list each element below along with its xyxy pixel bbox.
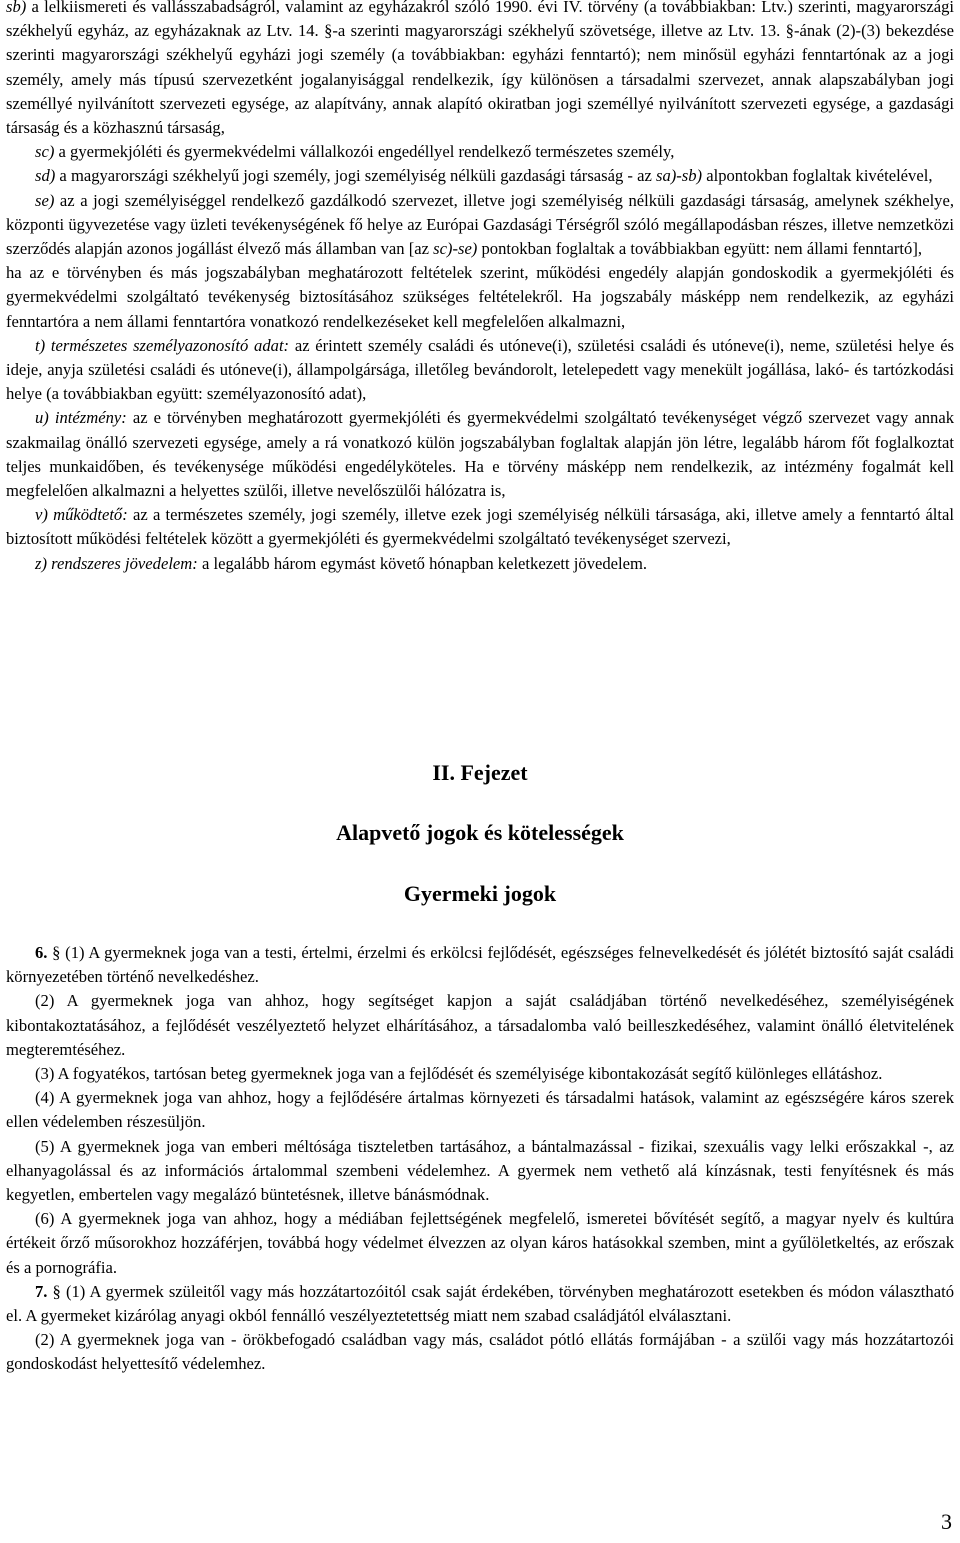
definition-u [6,406,954,503]
section-7-number: 7. [35,1281,48,1301]
definition-continuation: ha az e törvényben és más jogszabályban meghatározott feltételek szerint, működési engedély alapján gondoskodik a gyermekjóléti és gyermekvédelmi szolgáltató tevékenység biztosításához szükséges feltételekről. Ha jogszabály másképp nem rendelkezik, az egyházi fenntartóra a nem állami fenntartóra vonatkozó rendelkezéseket kell megfelelően alkalmazni, [6,263,954,331]
rights-block [6,941,954,1377]
definition-v-text: az a természetes személy, jogi személy, illetve ezek jogi személyiség nélküli társasága, aki, illetve amely a fenntartó által biztosított működési feltételek között a gyermekjóléti és gyermekvédelmi szolgáltató tevékenységet szervezi, [6,505,955,549]
definition-sc-text: a gyermekjóléti és gyermekvédelmi vállalkozói engedéllyel rendelkező természetes személy, [54,142,675,162]
definition-sd-text-end: alpontokban foglaltak kivételével, [702,166,933,186]
definition-se [6,189,954,262]
definition-v [6,503,954,551]
section-6-paragraph-1 [6,941,954,989]
section-7-paragraph-1 [6,1280,954,1328]
section-6-paragraph-2: (2) A gyermeknek joga van ahhoz, hogy segítséget kapjon a saját családjában történő nevelkedéséhez, személyiségének kibontakoztatásához, a fejlődését veszélyeztető helyzet elhárításához, a társadalomba való beilleszkedéséhez, valamint önálló életvitelének megteremtéséhez. [6,991,954,1059]
definition-sc-label: sc) [35,142,55,162]
definition-sc [6,140,954,164]
definition-u-text: az e törvényben meghatározott gyermekjóléti és gyermekvédelmi szolgáltató tevékenységet végző szervezet vagy annak szakmailag önálló szervezeti egysége, amely a rá vonatkozó külön jogszabályban foglaltak alapján jön létre, legalább három főt foglalkoztat teljes munkaidőben, és tevékenysége működési engedélyköteles. Ha e törvény másképp nem rendelkezik, az intézmény fogalmát kell megfelelően alkalmazni a helyettes szülői, illetve nevelőszülői hálózatra is, [6,408,954,501]
section-6-paragraph-5: (5) A gyermeknek joga van emberi méltósága tiszteletben tartásához, a bántalmazással - fizikai, szexuális vagy lelki erőszakkal -, az elhanyagolással és az információs ártalommal szembeni védelemhez. A gyermek nem vethető alá kínzásnak, testi fenyítésnek és más kegyetlen, embertelen vagy megalázó büntetésnek, illetve bánásmódnak. [6,1136,954,1205]
section-6-paragraph-4: (4) A gyermeknek joga van ahhoz, hogy a fejlődésére ártalmas környezeti és társadalmi hatások, valamint az egészségére káros szerek ellen védelemben részesüljön. [6,1088,954,1132]
section-6-number: 6. [35,943,48,962]
definition-t-label: t) természetes személyazonosító adat: [35,335,290,355]
definition-sb-label: sb) [6,0,27,16]
chapter-heading: II. Fejezet [432,760,528,785]
definition-sb [6,0,954,140]
definition-sd-label: sd) [35,166,56,186]
definition-se-text: az a jogi személyiséggel rendelkező gazdálkodó szervezet, illetve jogi személyiség nélküli gazdasági társaság, amelynek székhelye, központi ügyvezetése vagy üzleti tevékenységének fő helye az Európai Gazdasági Térségről szóló megállapodásban részes, illetve nemzetközi szerződés alapján azonos jogállást élvező más államban van [az [6,190,954,259]
section-7-paragraph-2: (2) A gyermeknek joga van - örökbefogadó családban vagy más, családot pótló ellátás formájában - a szülői vagy más hozzátartozói gondoskodást helyettesítő védelemhez. [6,1330,954,1374]
definition-z-text: a legalább három egymást követő hónapban keletkezett jövedelem. [197,553,648,573]
definition-t [6,334,954,407]
section-6-paragraph-3: (3) A fogyatékos, tartósan beteg gyermeknek joga van a fejlődését és személyisége kibontakozását segítő különleges ellátáshoz. [35,1064,883,1084]
definition-z-label: z) rendszeres jövedelem: [35,553,198,573]
section-6-paragraph-1-text: § (1) A gyermeknek joga van a testi, értelmi, érzelmi és erkölcsi fejlődését, egészséges felnevelkedését és jólétét biztosító saját családi környezetében történő nevelkedéshez. [6,943,954,987]
definition-z [6,552,954,576]
definition-t-text: az érintett személy családi és utóneve(i), születési családi és utóneve(i), neme, születési helye és ideje, anyja születési családi és utóneve(i), állampolgársága, illetőleg bevándorolt, letelepedett vagy menekült jogállása, lakó- és tartózkodási helye (a továbbiakban együtt: személyazonosító adat), [6,335,955,404]
page-number: 3 [941,1509,952,1534]
definition-sb-text: a lelkiismereti és vallásszabadságról, valamint az egyházakról szóló 1990. évi IV. törvény (a továbbiakban: Ltv.) szerinti, magyarországi székhelyű egyház, az egyházaknak az Ltv. 14. §-a szerinti magyarországi székhelyű szövetsége, illetve az Ltv. 13. §-ának (2)-(3) bekezdése szerinti magyarországi székhelyű egyházi jogi személy (a továbbiakban: egyházi fenntartó); nem minősül egyházi fenntartónak az a jogi személy, amely más típusú szervezetként jogalanyisággal rendelkezik, így különösen a társadalmi szervezet, annak alapszabályban jogi személlyé nyilvánított szervezeti egysége, az alapítvány, annak alapító okiratban jogi személlyé nyilvánított szervezeti egysége, a gazdasági társaság és a közhasznú társaság, [6,0,954,138]
definition-u-label: u) intézmény: [35,408,127,428]
section-7-paragraph-1-text: § (1) A gyermek szüleitől vagy más hozzátartozóitól csak saját érdekében, törvényben meghatározott esetekben és módon választható el. A gyermeket kizárólag anyagi okból fennálló veszélyeztetettség miatt nem szabad családjától elválasztani. [6,1281,954,1326]
definition-sd-text: a magyarországi székhelyű jogi személy, jogi személyiség nélküli gazdasági társaság - az [55,166,656,186]
section-heading: Alapvető jogok és kötelességek [336,820,624,845]
definition-se-reference: sc)-se) [433,239,478,259]
section-6-paragraph-6: (6) A gyermeknek joga van ahhoz, hogy a médiában fejlettségének megfelelő, ismeretei bővítését segítő, a magyar nyelv és kultúra értékeit őrző műsorokhoz hozzáférjen, továbbá hogy védelmet élvezzen az olyan káros hatásokkal szemben, mint a gyűlöletkeltés, az erőszak és a pornográfia. [6,1209,954,1277]
definition-se-label: se) [35,190,55,210]
definition-sd [6,164,954,188]
definition-v-label: v) működtető: [35,505,128,525]
definition-sd-reference: sa)-sb) [655,166,703,186]
definition-se-text-end: pontokban foglaltak a továbbiakban együtt: nem állami fenntartó], [477,239,923,259]
subsection-heading: Gyermeki jogok [403,881,557,906]
definitions-block [6,0,954,576]
